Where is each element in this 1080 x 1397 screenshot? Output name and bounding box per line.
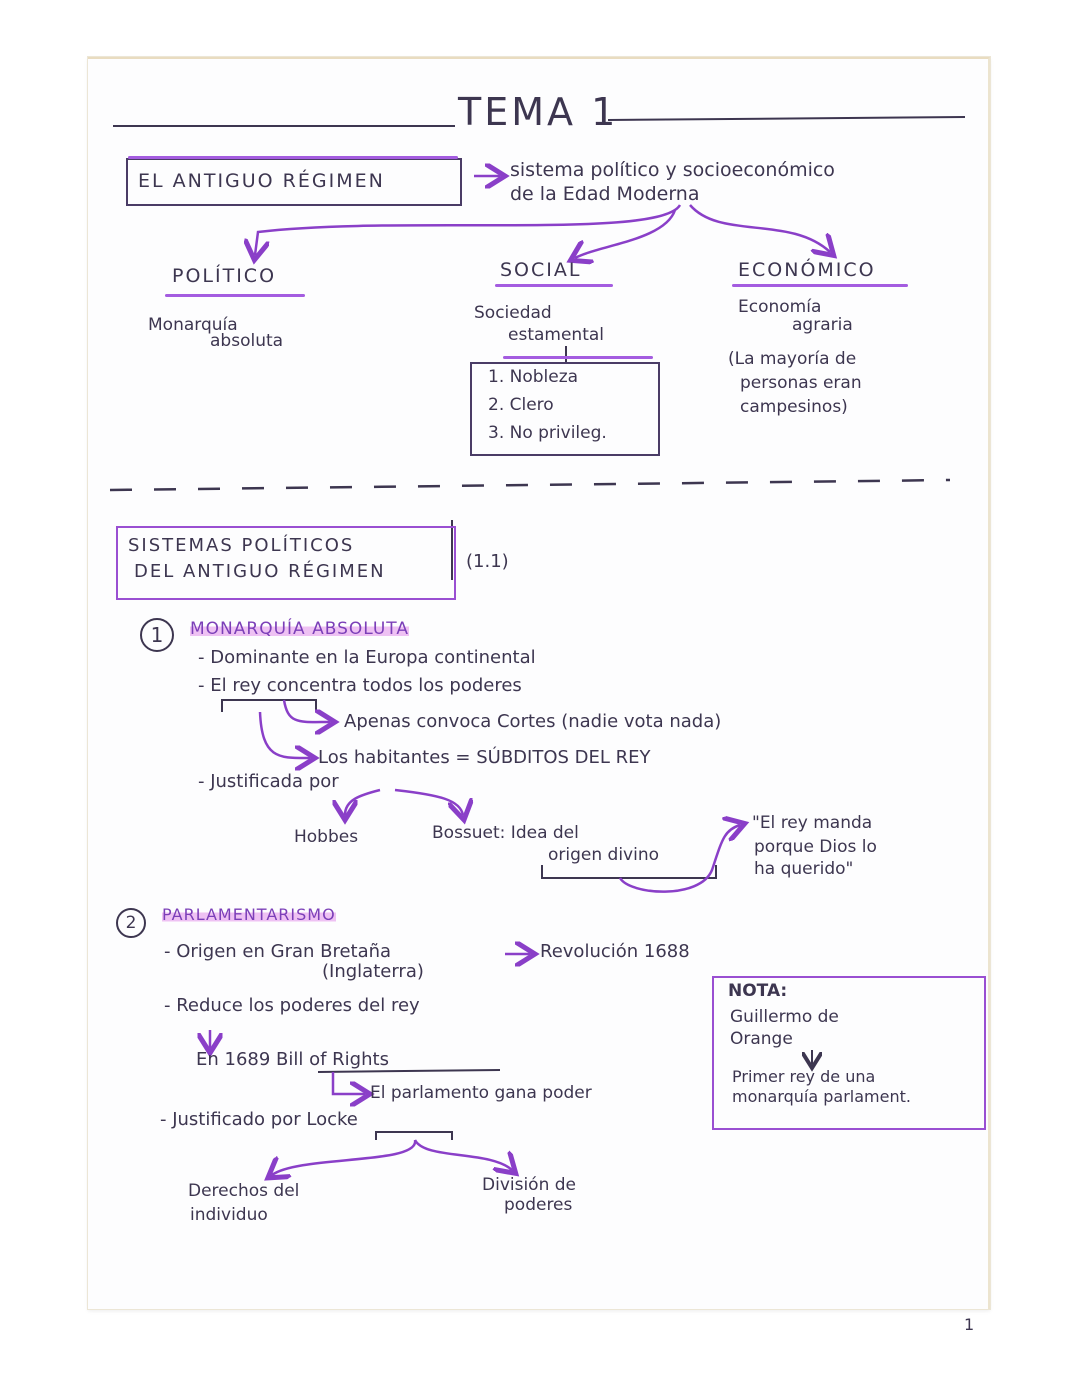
social-heading: SOCIAL [500, 259, 582, 281]
division-line-2: poderes [504, 1195, 573, 1215]
quote-line-2: porque Dios lo [754, 837, 877, 857]
politico-line-2: absoluta [210, 331, 284, 351]
bossuet-line-2: origen divino [548, 845, 660, 865]
nota-line-3: Primer rey de una [732, 1067, 876, 1086]
nota-line-1: Guillermo de [730, 1007, 839, 1027]
monarquia-heading: MONARQUÍA ABSOLUTA [190, 619, 410, 639]
division-line-1: División de [482, 1175, 577, 1195]
monarquia-sub-2: Los habitantes = SÚBDITOS DEL REY [318, 747, 651, 768]
politico-line-1: Monarquía [148, 315, 238, 335]
parlamentarismo-heading: PARLAMENTARISMO [162, 905, 336, 924]
parlamentarismo-bullet-1: - Origen en Gran Bretaña [164, 941, 392, 962]
hobbes-label: Hobbes [294, 827, 359, 847]
revolucion-label: Revolución 1688 [540, 941, 690, 962]
nota-label: NOTA: [728, 981, 788, 1001]
social-line-2: estamental [508, 325, 604, 345]
section-separator [110, 480, 950, 490]
nota-line-4: monarquía parlament. [732, 1087, 911, 1106]
estate-1: 1. Nobleza [488, 367, 579, 387]
section-number-2: 2 [116, 908, 146, 938]
definition-line-1: sistema político y socioeconómico [510, 159, 835, 181]
parlamento-label: El parlamento gana poder [370, 1083, 592, 1103]
section-reference: (1.1) [466, 551, 509, 572]
title-rule-right [608, 117, 965, 120]
derechos-line-2: individuo [190, 1205, 268, 1225]
derechos-line-1: Derechos del [188, 1181, 300, 1201]
social-line-1: Sociedad [474, 303, 552, 323]
economico-heading: ECONÓMICO [738, 259, 876, 281]
estate-3: 3. No privileg. [488, 423, 607, 443]
monarquia-bullet-3: - Justificada por [198, 771, 339, 792]
quote-line-1: "El rey manda [752, 813, 873, 833]
economico-line-1: Economía [738, 297, 822, 317]
sistemas-line-2: DEL ANTIGUO RÉGIMEN [134, 561, 386, 582]
economico-note-3: campesinos) [740, 397, 848, 417]
page-title: TEMA 1 [458, 90, 619, 134]
parlamentarismo-bullet-2: - Reduce los poderes del rey [164, 995, 420, 1016]
economico-note-1: (La mayoría de [728, 349, 857, 369]
definition-line-2: de la Edad Moderna [510, 183, 700, 205]
economico-note-2: personas eran [740, 373, 862, 393]
branch-politico [255, 205, 680, 255]
monarquia-sub-1: Apenas convoca Cortes (nadie vota nada) [344, 711, 722, 732]
inglaterra-label: (Inglaterra) [322, 961, 424, 982]
parlamentarismo-bullet-3: - Justificado por Locke [160, 1109, 358, 1130]
branch-economico [690, 205, 830, 252]
monarquia-bullet-2: - El rey concentra todos los poderes [198, 675, 522, 696]
antiguo-regimen-label: EL ANTIGUO RÉGIMEN [138, 170, 385, 192]
section-number-1: 1 [140, 618, 174, 652]
sistemas-line-1: SISTEMAS POLÍTICOS [128, 535, 355, 556]
branch-social [575, 210, 675, 258]
bill-of-rights: En 1689 Bill of Rights [196, 1049, 389, 1070]
estate-2: 2. Clero [488, 395, 554, 415]
bossuet-line-1: Bossuet: Idea del [432, 823, 579, 843]
page-number: 1 [964, 1315, 975, 1334]
quote-line-3: ha querido" [754, 859, 854, 879]
nota-line-2: Orange [730, 1029, 793, 1049]
politico-heading: POLÍTICO [172, 265, 277, 287]
economico-line-2: agraria [792, 315, 853, 335]
monarquia-bullet-1: - Dominante en la Europa continental [198, 647, 536, 668]
